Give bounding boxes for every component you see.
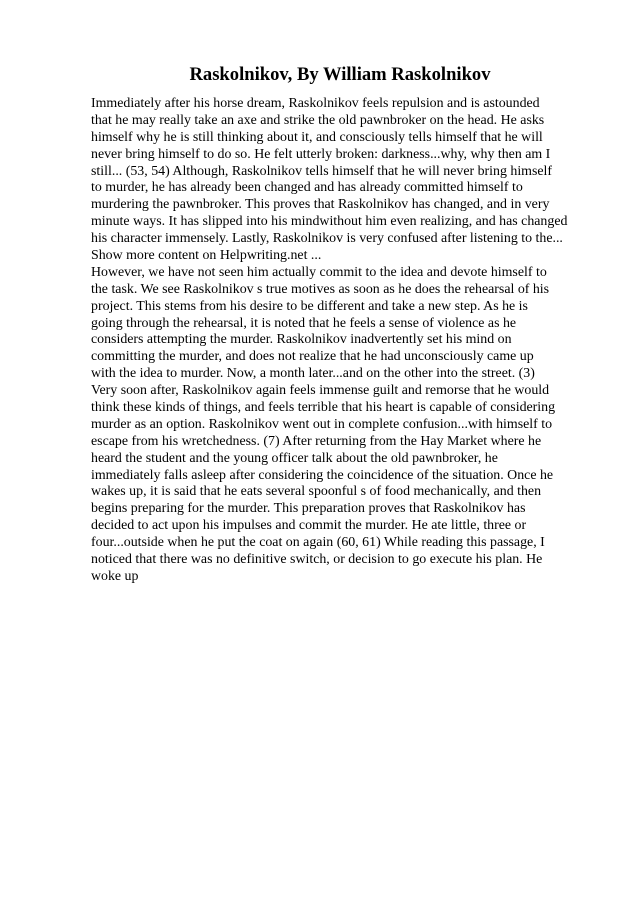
body-line: considers attempting the murder. Raskolnikov inadvertently set his mind on: [91, 332, 512, 348]
body-line: the task. We see Raskolnikov s true motives as soon as he does the rehearsal of his: [91, 281, 550, 297]
body-line: committing the murder, and does not realize that he had unconsciously came up: [91, 349, 534, 365]
body-line: that he may really take an axe and strike the old pawnbroker on the head. He asks: [91, 112, 545, 128]
body-line: murdering the pawnbroker. This proves that Raskolnikov has changed, and in very: [91, 197, 550, 213]
body-line: never bring himself to do so. He felt utterly broken: darkness...why, why then am I: [91, 146, 551, 162]
body-line: Immediately after his horse dream, Raskolnikov feels repulsion and is astounded: [91, 96, 540, 111]
body-line: still... (53, 54) Although, Raskolnikov tells himself that he will never bring himself: [91, 163, 553, 179]
body-line: decided to act upon his impulses and commit the murder. He ate little, three or: [91, 518, 527, 534]
body-line: to murder, he has already been changed and has already committed himself to: [91, 180, 523, 196]
document-title: Raskolnikov, By William Raskolnikov: [189, 64, 491, 85]
body-line: begins preparing for the murder. This preparation proves that Raskolnikov has: [91, 501, 526, 517]
body-line: immediately falls asleep after considering the coincidence of the situation. Once he: [91, 467, 554, 483]
body-line: himself why he is still thinking about it, and consciously tells himself that he will: [91, 129, 543, 145]
body-line: minute ways. It has slipped into his mindwithout him even realizing, and has changed: [91, 214, 568, 230]
body-line: murder as an option. Raskolnikov went out in complete confusion...with himself to: [91, 416, 553, 432]
body-line: project. This stems from his desire to be different and take a new step. As he is: [91, 298, 528, 314]
show-more-link[interactable]: Show more content on Helpwriting.net ...: [91, 248, 322, 264]
body-line: going through the rehearsal, it is noted that he feels a sense of violence as he: [91, 315, 517, 331]
document-body: [91, 96, 591, 586]
body-line: wakes up, it is said that he eats several spoonful s of food mechanically, and then: [91, 484, 542, 500]
body-line: Very soon after, Raskolnikov again feels immense guilt and remorse that he would: [91, 383, 550, 399]
body-line: noticed that there was no definitive switch, or decision to go execute his plan. He: [91, 552, 543, 568]
body-line: woke up: [91, 568, 139, 584]
body-line: with the idea to murder. Now, a month later...and on the other into the street. (3): [91, 366, 535, 382]
body-line: four...outside when he put the coat on again (60, 61) While reading this passage, I: [91, 535, 545, 551]
body-line: think these kinds of things, and feels terrible that his heart is capable of considering: [91, 400, 556, 416]
body-line: his character immensely. Lastly, Raskolnikov is very confused after listening to the...: [91, 231, 563, 247]
body-line: heard the student and the young officer talk about the old pawnbroker, he: [91, 450, 498, 466]
body-line: escape from his wretchedness. (7) After returning from the Hay Market where he: [91, 433, 542, 449]
body-line: However, we have not seen him actually commit to the idea and devote himself to: [91, 264, 547, 280]
